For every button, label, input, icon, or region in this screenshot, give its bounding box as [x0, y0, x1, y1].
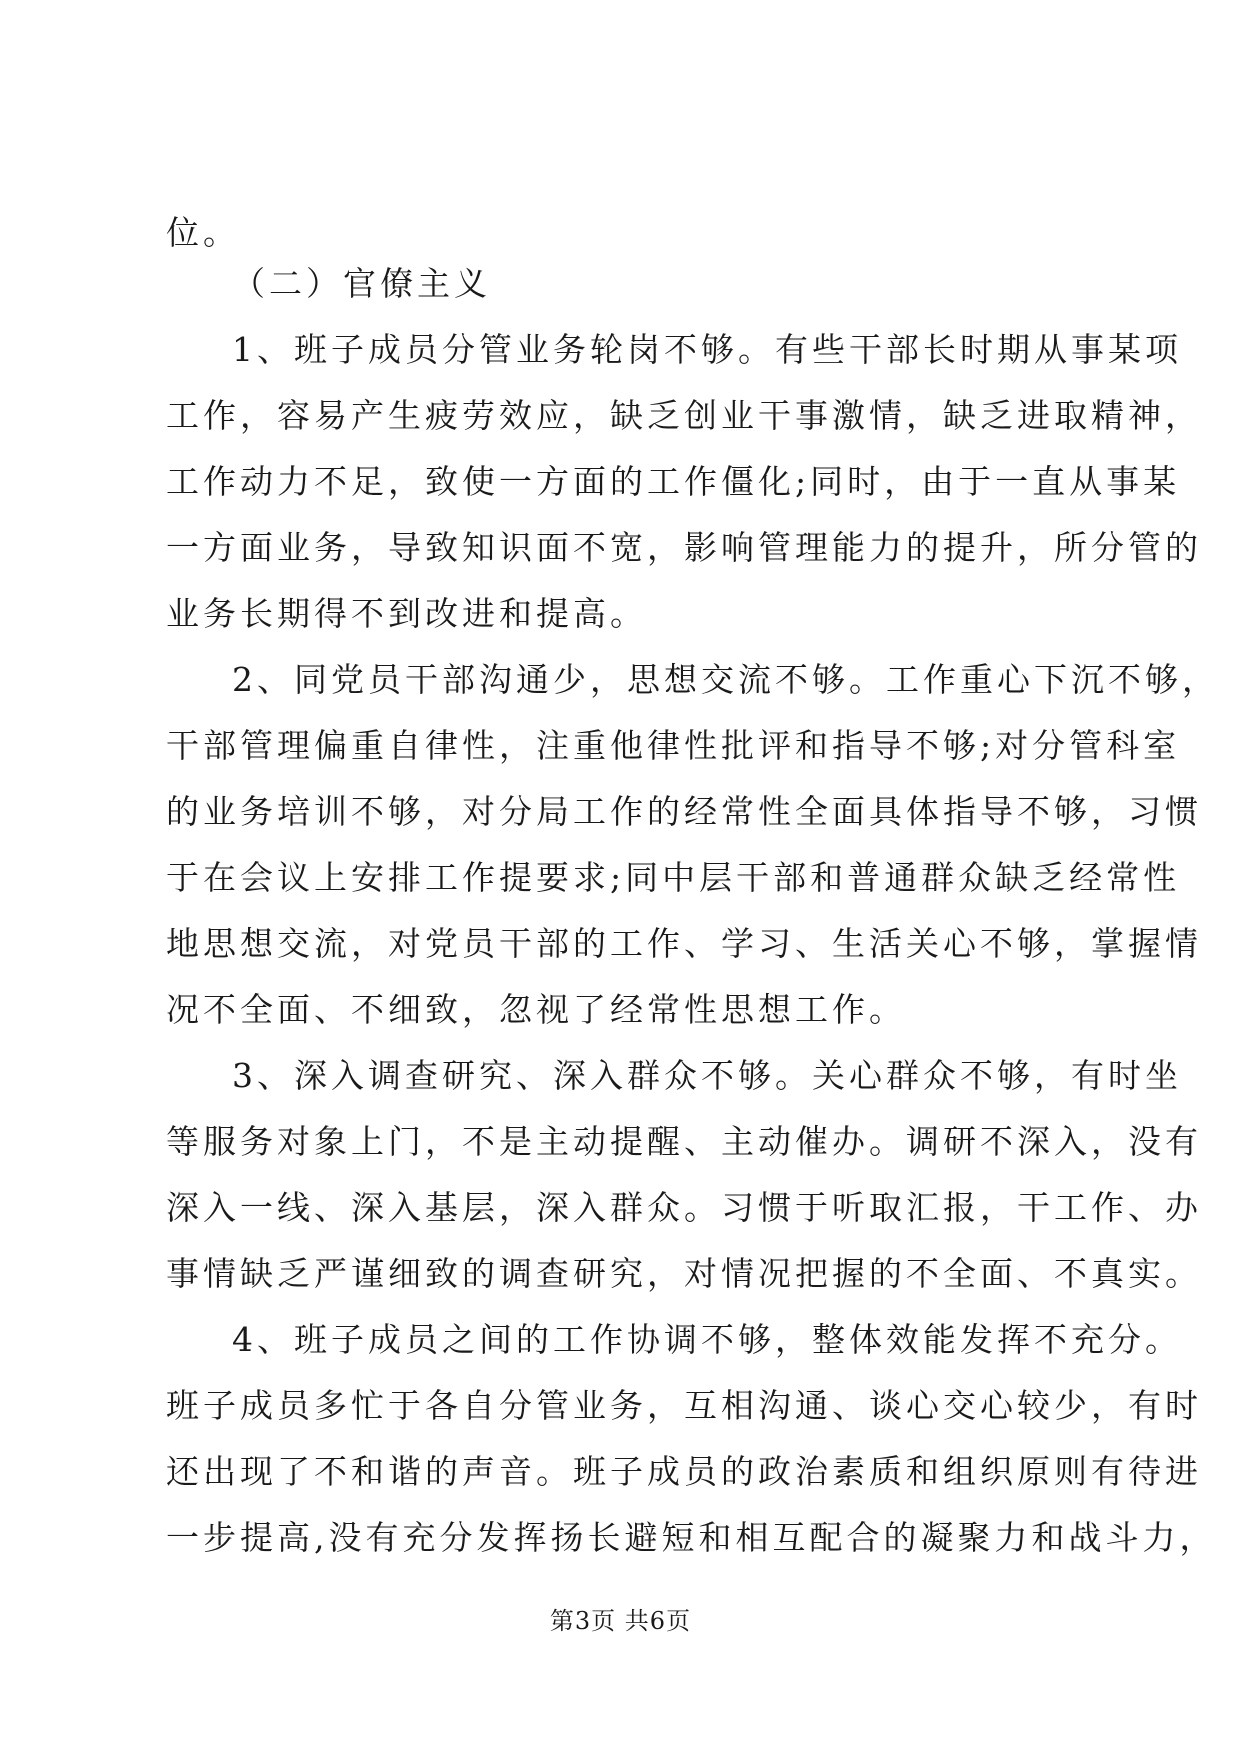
section-heading: （二）官僚主义: [232, 264, 491, 303]
text-line-3: 1、班子成员分管业务轮岗不够。有些干部长时期从事某项: [232, 330, 1182, 369]
text-line-14: 3、深入调查研究、深入群众不够。关心群众不够，有时坐: [232, 1056, 1182, 1095]
text-line-19: 班子成员多忙于各自分管业务，互相沟通、谈心交心较少，有时: [166, 1386, 1202, 1425]
text-line-7: 业务长期得不到改进和提高。: [166, 594, 647, 633]
text-line-12: 地思想交流，对党员干部的工作、学习、生活关心不够，掌握情: [166, 924, 1202, 963]
text-line-11: 于在会议上安排工作提要求;同中层干部和普通群众缺乏经常性: [166, 858, 1181, 897]
text-line-6: 一方面业务，导致知识面不宽，影响管理能力的提升，所分管的: [166, 528, 1202, 567]
text-line-10: 的业务培训不够，对分局工作的经常性全面具体指导不够，习惯: [166, 792, 1202, 831]
text-line-16: 深入一线、深入基层，深入群众。习惯于听取汇报，干工作、办: [166, 1188, 1202, 1227]
text-line-17: 事情缺乏严谨细致的调查研究，对情况把握的不全面、不真实。: [166, 1254, 1202, 1293]
text-line-15: 等服务对象上门，不是主动提醒、主动催办。调研不深入，没有: [166, 1122, 1202, 1161]
text-line-8: 2、同党员干部沟通少，思想交流不够。工作重心下沉不够，: [232, 660, 1219, 699]
text-line-1: 位。: [166, 213, 240, 252]
text-line-21: 一步提高,没有充分发挥扬长避短和相互配合的凝聚力和战斗力，: [166, 1518, 1217, 1557]
page-number-footer: 第3页 共6页: [549, 1607, 692, 1635]
text-line-9: 干部管理偏重自律性，注重他律性批评和指导不够;对分管科室: [166, 726, 1181, 765]
text-line-18: 4、班子成员之间的工作协调不够，整体效能发挥不充分。: [232, 1320, 1182, 1359]
text-line-20: 还出现了不和谐的声音。班子成员的政治素质和组织原则有待进: [166, 1452, 1202, 1491]
text-line-5: 工作动力不足，致使一方面的工作僵化;同时，由于一直从事某: [166, 462, 1181, 501]
text-line-4: 工作，容易产生疲劳效应，缺乏创业干事激情，缺乏进取精神，: [166, 396, 1202, 435]
text-line-13: 况不全面、不细致，忽视了经常性思想工作。: [166, 990, 906, 1029]
